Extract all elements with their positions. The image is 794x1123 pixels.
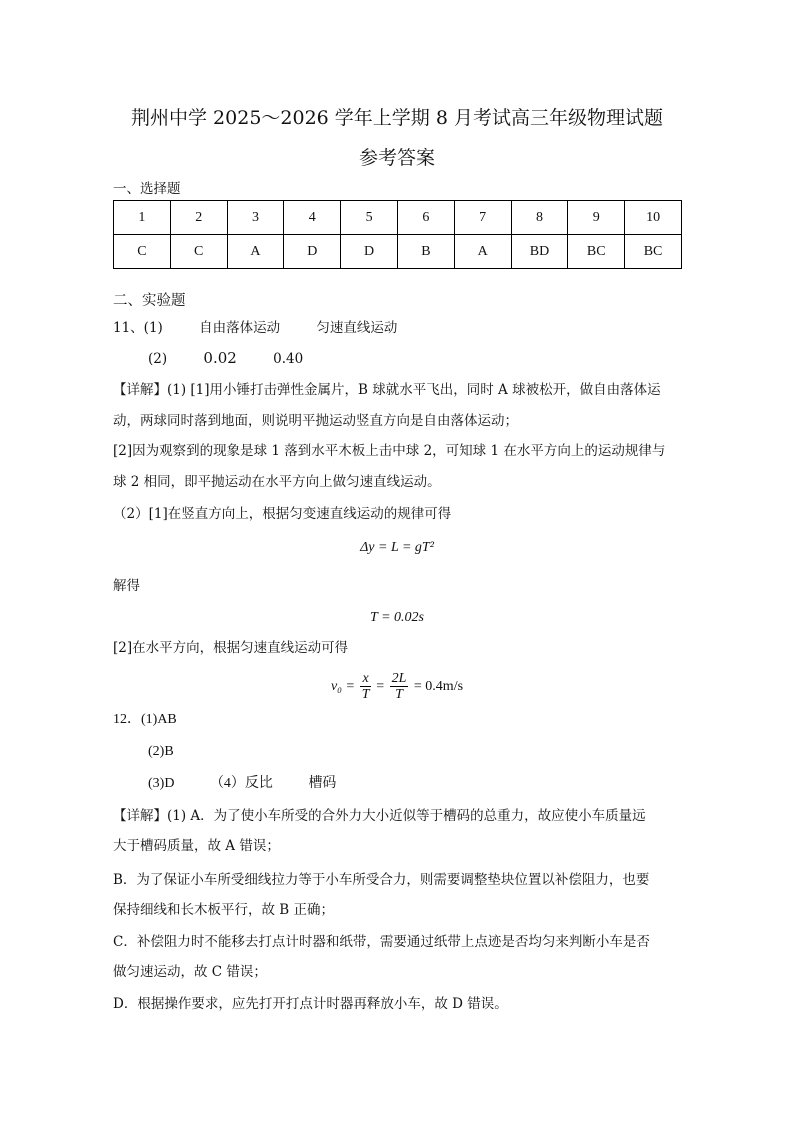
q12-answer5: 槽码 <box>308 776 337 791</box>
q11-label2: (2) <box>148 351 168 367</box>
question-number-cell: 6 <box>397 201 454 235</box>
answer-cell: BD <box>511 235 568 269</box>
eq-rhs: = 0.4m/s <box>413 679 464 694</box>
answer-cell: A <box>227 235 284 269</box>
q12-detail-line: C．补偿阻力时不能移去打点计时器和纸带，需要通过纸带上点迹是否均匀来判断小车是否 <box>113 934 650 950</box>
denominator: T <box>395 687 403 703</box>
question-number-cell: 3 <box>227 201 284 235</box>
numerator: x <box>362 671 369 687</box>
q11-detail-line: [2]在水平方向，根据匀速直线运动可得 <box>113 640 349 656</box>
question-number-cell: 2 <box>170 201 227 235</box>
section-heading-choice: 一、选择题 <box>113 181 181 197</box>
answer-cell: C <box>170 235 227 269</box>
question-number-cell: 8 <box>511 201 568 235</box>
fraction-2l-over-t <box>390 671 409 702</box>
q11-part2 <box>148 349 303 368</box>
question-number-cell: 10 <box>625 201 682 235</box>
answer-cell: A <box>454 235 511 269</box>
solve-label: 解得 <box>113 578 140 594</box>
answer-cell: C <box>114 235 171 269</box>
q11-detail-line: 动，两球同时落到地面，则说明平抛运动竖直方向是自由落体运动； <box>113 413 518 429</box>
equation-velocity <box>0 670 794 704</box>
q12-answer1: 12．(1)AB <box>113 712 177 727</box>
q12-detail-line: 【详解】(1) A．为了使小车所受的合外力大小近似等于槽码的总重力，故应使小车质量远 <box>113 808 646 824</box>
question-number-cell: 1 <box>114 201 171 235</box>
q11-answer4: 0.40 <box>273 351 304 367</box>
q11-answer2: 匀速直线运动 <box>316 320 398 336</box>
q12-answer3: (3)D <box>148 776 175 791</box>
q12-detail-line: 大于槽码质量，故 A 错误； <box>113 838 280 854</box>
q11-detail-line: 球 2 相同，即平抛运动在水平方向上做匀速直线运动。 <box>113 474 441 490</box>
q12-answer4: （4）反比 <box>209 776 273 791</box>
equals: = <box>376 679 385 694</box>
answer-cell: D <box>341 235 398 269</box>
q12-part3 <box>148 775 336 793</box>
q12-detail-line: D．根据操作要求，应先打开打点计时器再释放小车，故 D 错误。 <box>113 996 508 1012</box>
page-subtitle: 参考答案 <box>358 147 435 169</box>
q12-detail-line: B．为了保证小车所受细线拉力等于小车所受合力，则需要调整垫块位置以补偿阻力，也要 <box>113 872 650 888</box>
table-row-answers <box>114 235 682 269</box>
denominator: T <box>361 687 370 703</box>
question-number-cell: 4 <box>284 201 341 235</box>
question-number-cell: 5 <box>341 201 398 235</box>
answer-cell: B <box>397 235 454 269</box>
question-number-cell: 7 <box>454 201 511 235</box>
q11-detail-line: （2）[1]在竖直方向上，根据匀变速直线运动的规律可得 <box>113 506 452 522</box>
q11-label: 11、(1) <box>113 320 163 336</box>
q11-detail-line: 【详解】(1) [1]用小锤打击弹性金属片，B 球就水平飞出，同时 A 球被松开，做自由落体运 <box>113 382 661 398</box>
equation-delta-y: Δy = L = gT² <box>360 540 434 555</box>
equation-period: T = 0.02s <box>370 610 424 625</box>
q11-part1 <box>113 319 397 337</box>
page-title: 荆州中学 2025～2026 学年上学期 8 月考试高三年级物理试题 <box>131 107 663 129</box>
table-row-numbers <box>114 201 682 235</box>
q11-detail-line: [2]因为观察到的现象是球 1 落到水平木板上击中球 2，可知球 1 在水平方向上的运动规律与 <box>113 443 666 459</box>
section-heading-experiment: 二、实验题 <box>113 293 186 309</box>
q12-answer2: (2)B <box>148 744 174 759</box>
answer-cell: D <box>284 235 341 269</box>
question-number-cell: 9 <box>568 201 625 235</box>
q11-answer3: 0.02 <box>203 349 237 367</box>
answer-cell: BC <box>625 235 682 269</box>
q12-detail-line: 保持细线和长木板平行，故 B 正确； <box>113 902 335 918</box>
q11-answer1: 自由落体运动 <box>199 320 281 336</box>
numerator: 2L <box>391 671 407 687</box>
answer-table <box>113 200 682 269</box>
answer-cell: BC <box>568 235 625 269</box>
eq-lhs: v₀ = <box>330 679 355 694</box>
fraction-x-over-t <box>360 671 370 702</box>
q12-detail-line: 做匀速运动，故 C 错误； <box>113 964 267 980</box>
